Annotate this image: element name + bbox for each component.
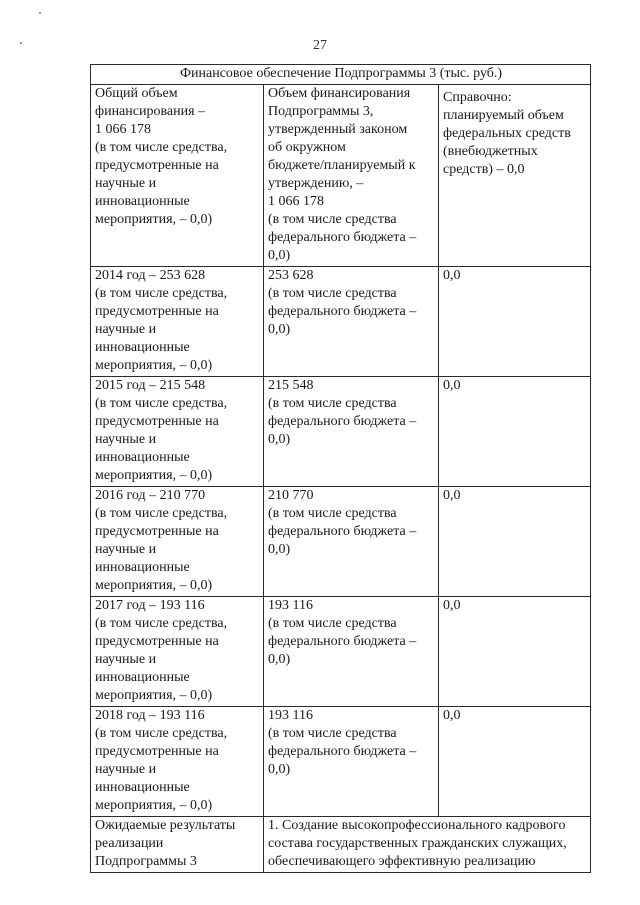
year-row xyxy=(91,377,591,487)
cell-line: федерального бюджета – xyxy=(268,634,417,649)
header-row xyxy=(91,85,591,267)
cell-line: научные и xyxy=(95,176,157,191)
cell-line: 0,0) xyxy=(268,248,291,263)
scan-speck xyxy=(39,12,41,14)
cell-line: федерального бюджета – xyxy=(268,524,417,539)
year-approved-cell xyxy=(264,487,439,597)
cell-line: состава государственных гражданских служащих, xyxy=(268,836,567,851)
cell-line: (в том числе средства xyxy=(268,506,397,521)
year-row xyxy=(91,707,591,817)
cell-line: 215 548 xyxy=(268,378,314,393)
year-reference-cell xyxy=(439,487,591,597)
cell-line: научные и xyxy=(95,652,157,667)
cell-line: инновационные xyxy=(95,670,190,685)
cell-line: инновационные xyxy=(95,340,190,355)
year-row xyxy=(91,487,591,597)
cell-line: (в том числе средства, xyxy=(95,396,228,411)
year-reference-cell xyxy=(439,267,591,377)
cell-line: (в том числе средства xyxy=(268,286,397,301)
cell-line: 2016 год – 210 770 xyxy=(95,488,206,503)
year-reference-cell xyxy=(439,377,591,487)
cell-line: (в том числе средства, xyxy=(95,140,228,155)
cell-line: мероприятия, – 0,0) xyxy=(95,688,213,703)
cell-line: 2017 год – 193 116 xyxy=(95,598,205,613)
year-reference-cell xyxy=(439,597,591,707)
cell-line: (в том числе средства xyxy=(268,212,397,227)
cell-line: 210 770 xyxy=(268,488,314,503)
cell-line: инновационные xyxy=(95,450,190,465)
cell-line: федеральных средств xyxy=(443,126,571,141)
cell-line: обеспечивающего эффективную реализацию xyxy=(268,854,536,869)
cell-line: мероприятия, – 0,0) xyxy=(95,578,213,593)
year-total-cell xyxy=(91,377,264,487)
year-reference-cell xyxy=(439,707,591,817)
cell-line: 193 116 xyxy=(268,708,313,723)
cell-line: федерального бюджета – xyxy=(268,230,417,245)
cell-line: инновационные xyxy=(95,194,190,209)
cell-line: предусмотренные на xyxy=(95,744,219,759)
table-caption: Финансовое обеспечение Подпрограммы 3 (тыс. руб.) xyxy=(91,65,591,85)
cell-line: 2015 год – 215 548 xyxy=(95,378,206,393)
cell-line: 193 116 xyxy=(268,598,313,613)
cell-line: инновационные xyxy=(95,780,190,795)
cell-line: утверждению, – xyxy=(268,176,364,191)
year-approved-cell xyxy=(264,267,439,377)
cell-line: предусмотренные на xyxy=(95,414,219,429)
caption-row xyxy=(91,65,591,85)
year-approved-cell xyxy=(264,377,439,487)
cell-line: (внебюджетных xyxy=(443,144,538,159)
cell-line: 0,0) xyxy=(268,322,291,337)
year-total-cell xyxy=(91,707,264,817)
year-approved-cell xyxy=(264,707,439,817)
cell-line: (в том числе средства, xyxy=(95,286,228,301)
cell-line: 0,0 xyxy=(443,268,461,283)
cell-line: 0,0) xyxy=(268,432,291,447)
cell-line: мероприятия, – 0,0) xyxy=(95,358,213,373)
year-approved-cell xyxy=(264,597,439,707)
cell-line: предусмотренные на xyxy=(95,634,219,649)
cell-line: Подпрограммы 3 xyxy=(95,854,197,869)
cell-line: 1 066 178 xyxy=(268,194,324,209)
cell-line: (в том числе средства, xyxy=(95,506,228,521)
cell-line: 253 628 xyxy=(268,268,314,283)
cell-line: предусмотренные на xyxy=(95,524,219,539)
cell-line: 1. Создание высокопрофессионального кадрового xyxy=(268,818,566,833)
total-financing-cell xyxy=(91,85,264,267)
year-row xyxy=(91,267,591,377)
cell-line: 2018 год – 193 116 xyxy=(95,708,205,723)
cell-line: 1 066 178 xyxy=(95,122,151,137)
cell-line: научные и xyxy=(95,762,157,777)
cell-line: 2014 год – 253 628 xyxy=(95,268,206,283)
cell-line: мероприятия, – 0,0) xyxy=(95,468,213,483)
cell-line: реализации xyxy=(95,836,164,851)
cell-line: инновационные xyxy=(95,560,190,575)
cell-line: 0,0 xyxy=(443,378,461,393)
financing-sheet xyxy=(90,64,590,873)
expected-results-label xyxy=(91,817,264,873)
cell-line: 0,0 xyxy=(443,708,461,723)
cell-line: Ожидаемые результаты xyxy=(95,818,236,833)
approved-volume-cell xyxy=(264,85,439,267)
cell-line: мероприятия, – 0,0) xyxy=(95,212,213,227)
cell-line: научные и xyxy=(95,542,157,557)
year-total-cell xyxy=(91,267,264,377)
cell-line: бюджете/планируемый к xyxy=(268,158,416,173)
reference-cell xyxy=(439,85,591,267)
cell-line: 0,0 xyxy=(443,488,461,503)
cell-line: средств) – 0,0 xyxy=(443,162,525,177)
cell-line: (в том числе средства, xyxy=(95,726,228,741)
page-number: 27 xyxy=(313,38,327,53)
cell-line: предусмотренные на xyxy=(95,304,219,319)
cell-line: федерального бюджета – xyxy=(268,744,417,759)
year-row xyxy=(91,597,591,707)
cell-line: предусмотренные на xyxy=(95,158,219,173)
cell-line: (в том числе средства xyxy=(268,726,397,741)
cell-line: 0,0) xyxy=(268,762,291,777)
cell-line: (в том числе средства, xyxy=(95,616,228,631)
cell-line: Общий объем xyxy=(95,86,178,101)
financing-table xyxy=(90,64,591,873)
year-total-cell xyxy=(91,487,264,597)
cell-line: планируемый объем xyxy=(443,108,564,123)
cell-line: утвержденный законом xyxy=(268,122,408,137)
cell-line: мероприятия, – 0,0) xyxy=(95,798,213,813)
cell-line: Подпрограммы 3, xyxy=(268,104,374,119)
expected-results-text xyxy=(264,817,591,873)
cell-line: (в том числе средства xyxy=(268,616,397,631)
cell-line: 0,0 xyxy=(443,598,461,613)
cell-line: финансирования – xyxy=(95,104,206,119)
cell-line: (в том числе средства xyxy=(268,396,397,411)
cell-line: научные и xyxy=(95,322,157,337)
expected-results-row xyxy=(91,817,591,873)
cell-line: об окружном xyxy=(268,140,346,155)
cell-line: Объем финансирования xyxy=(268,86,411,101)
cell-line: федерального бюджета – xyxy=(268,304,417,319)
cell-line: научные и xyxy=(95,432,157,447)
cell-line: 0,0) xyxy=(268,652,291,667)
year-total-cell xyxy=(91,597,264,707)
cell-line: 0,0) xyxy=(268,542,291,557)
cell-line: федерального бюджета – xyxy=(268,414,417,429)
cell-line: Справочно: xyxy=(443,90,512,105)
